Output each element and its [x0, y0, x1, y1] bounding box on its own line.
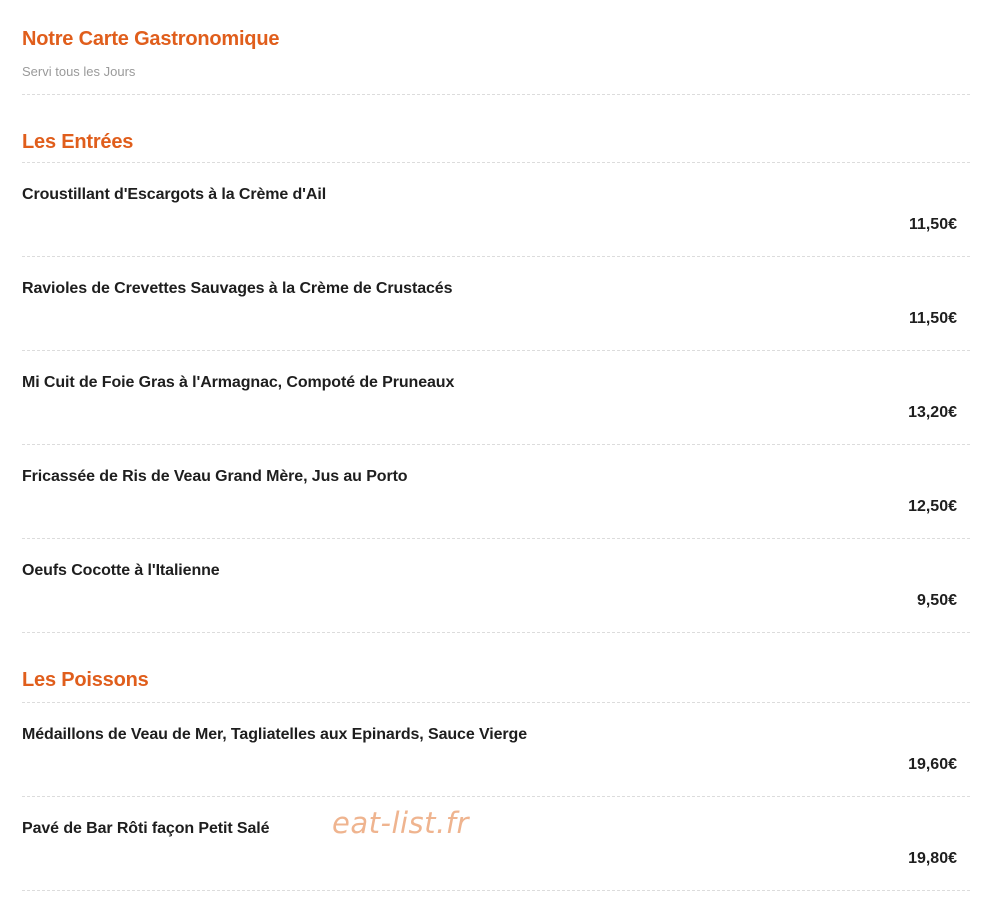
menu-item-price: 19,60€: [908, 756, 957, 773]
menu-item-name: Médaillons de Veau de Mer, Tagliatelles aux Epinards, Sauce Vierge: [22, 726, 528, 743]
section-entrees: [22, 95, 970, 633]
menu-item-price: 13,20€: [908, 404, 957, 421]
menu-item: [22, 257, 970, 351]
section-poissons: [22, 633, 970, 891]
menu-item-price: 12,50€: [908, 498, 957, 515]
menu-header: [22, 0, 970, 95]
menu-title: Notre Carte Gastronomique: [22, 28, 280, 50]
menu-item-price: 9,50€: [916, 592, 957, 609]
menu-item-name: Fricassée de Ris de Veau Grand Mère, Jus au Porto: [22, 468, 408, 485]
menu-item: [22, 351, 970, 445]
menu-item-name: Croustillant d'Escargots à la Crème d'Ail: [22, 186, 327, 203]
menu-item: [22, 163, 970, 257]
menu-item: [22, 539, 970, 633]
menu-item-price: 11,50€: [908, 310, 957, 327]
section-title-row: [22, 95, 970, 163]
menu-item: [22, 445, 970, 539]
menu-subtitle: Servi tous les Jours: [22, 64, 136, 79]
menu-item-name: Pavé de Bar Rôti façon Petit Salé: [22, 820, 270, 837]
watermark-text: eat-list.fr: [332, 806, 469, 840]
menu-item-price: 19,80€: [908, 850, 957, 867]
section-title-entrees: Les Entrées: [22, 131, 134, 153]
menu-item-price: 11,50€: [908, 216, 957, 233]
menu-item: [22, 797, 970, 891]
menu-item-name: Mi Cuit de Foie Gras à l'Armagnac, Compoté de Pruneaux: [22, 374, 455, 391]
menu-page: [22, 0, 970, 891]
menu-item-name: Oeufs Cocotte à l'Italienne: [22, 562, 220, 579]
section-title-poissons: Les Poissons: [22, 669, 149, 691]
menu-item-name: Ravioles de Crevettes Sauvages à la Crème de Crustacés: [22, 280, 453, 297]
menu-item: [22, 703, 970, 797]
section-title-row: [22, 633, 970, 703]
